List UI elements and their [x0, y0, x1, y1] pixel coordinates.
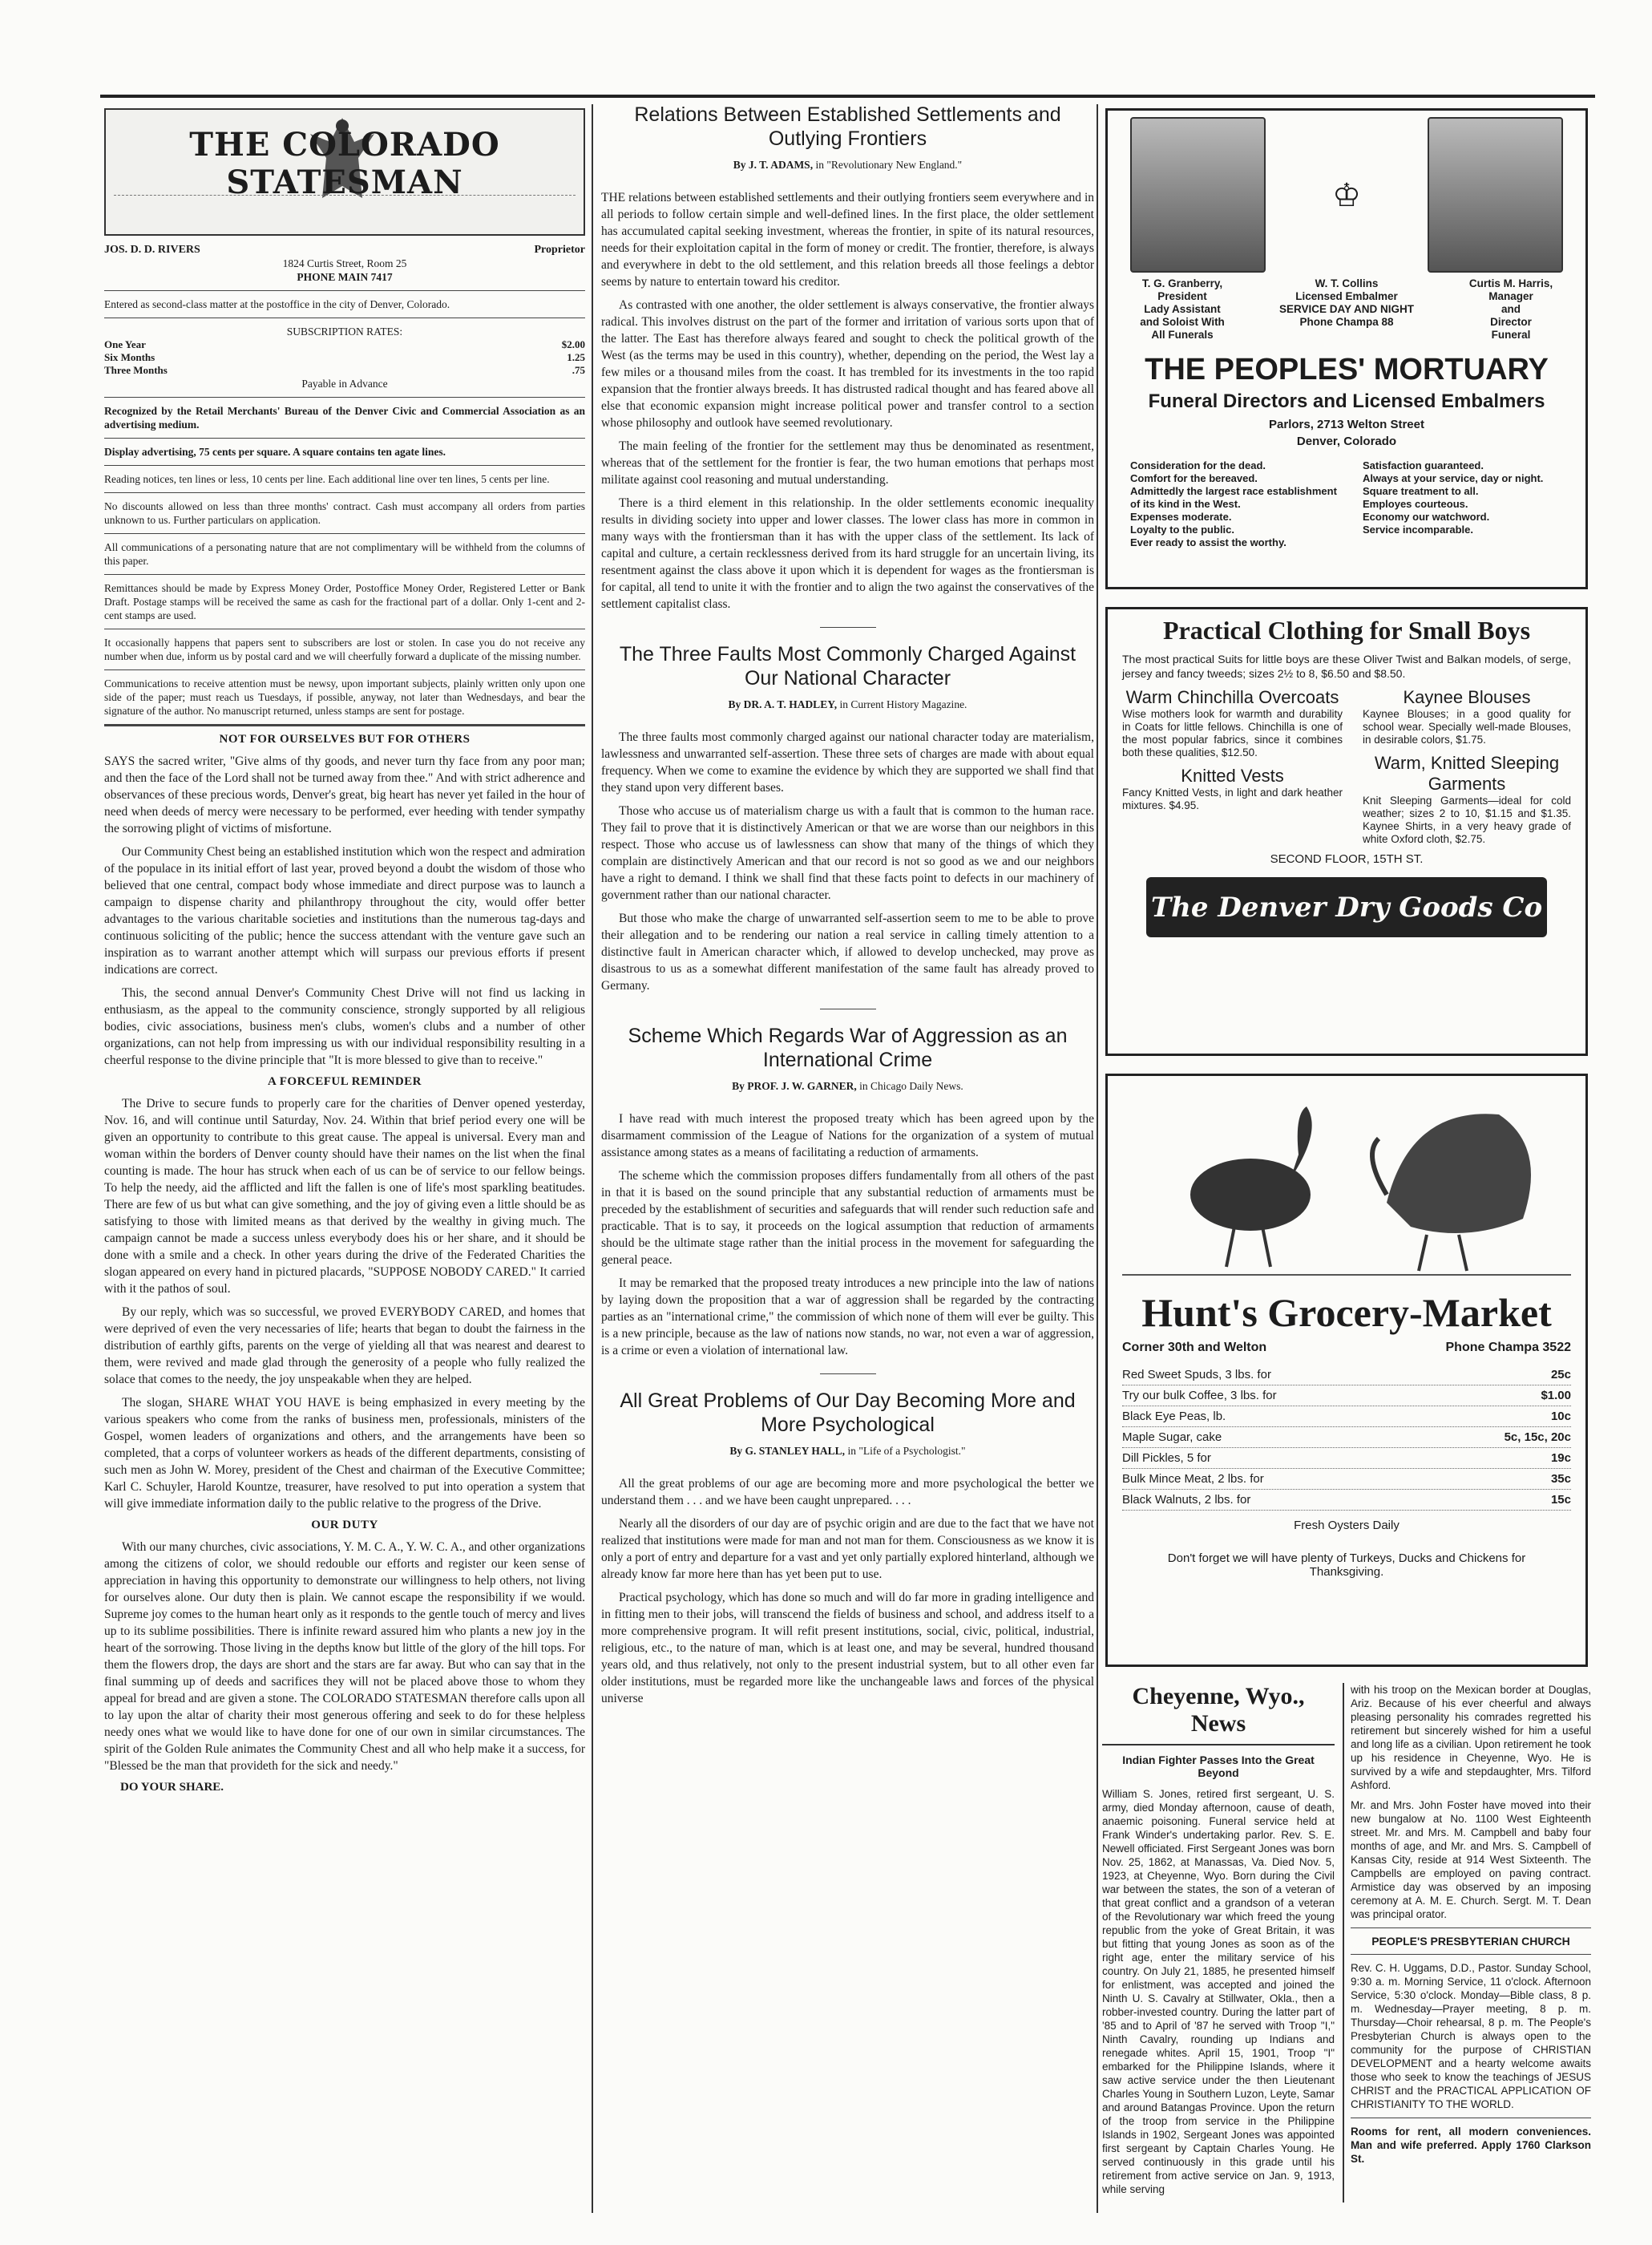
- payable-note: Payable in Advance: [301, 378, 388, 390]
- mortuary-list-left: Consideration for the dead. Comfort for the bereaved. Admittedly the largest race establishment of its kind in the West. Expenses moderate. Loyalty to the public. Ever ready to assist the worthy.: [1130, 459, 1337, 548]
- reading-notice: Reading notices, ten lines or less, 10 cents per line. Each additional line over ten lines, 5 cents per line.: [104, 473, 550, 485]
- column-divider: [592, 104, 593, 2213]
- editorial-title: NOT FOR OURSELVES BUT FOR OTHERS: [219, 733, 471, 746]
- article-paragraph: The scheme which the commission proposes differs fundamentally from all others of the past in that it is based on the sound principle that any substantial reduction of armaments must be preceded by the establishment of securities and safeguards that will render such reduction safe and practicable. That is to say, it proceeds on the logical assumption that reduction of armaments should be the ultimate stage rather than the initial process in the movement for safeguarding the general peace.: [601, 1169, 1094, 1267]
- phone: PHONE MAIN 7417: [297, 271, 393, 283]
- masthead: [104, 108, 585, 236]
- article-paragraph: The main feeling of the frontier for the settlement may thus be denominated as resentment, whereas that of the settlement for the frontier is fear, the two human emotions that perhaps most militate against cool reasoning and mutual understanding.: [601, 439, 1094, 487]
- article-paragraph: All the great problems of our age are becoming more and more psychological the better we understand them . . . and we have been caught unprepared. . . .: [601, 1477, 1094, 1507]
- mortuary-city: Denver, Colorado: [1296, 435, 1397, 448]
- price-row: Bulk Mince Meat, 2 lbs. for 35c: [1122, 1469, 1571, 1490]
- proprietor-role: Proprietor: [534, 244, 585, 256]
- entered-notice: Entered as second-class matter at the postoffice in the city of Denver, Colorado.: [104, 298, 450, 310]
- article: [601, 103, 1094, 613]
- denver-dry-goods-logo: The Denver Dry Goods Co: [1146, 877, 1547, 937]
- editorial-subhead: A FORCEFUL REMINDER: [267, 1075, 422, 1088]
- rooms-for-rent: Rooms for rent, all modern conveniences. Man and wife preferred. Apply 1760 Clarkson St.: [1351, 2126, 1591, 2165]
- article-paragraph: But those who make the charge of unwarranted self-assertion seem to me to be able to prove their allegation and to be rendering our nation a real service in calling timely attention to a distinctive fault in American character which, if allowed to develop unchecked, may prove as disastrous to us as a somewhat different manifestation of the same fault has already proved to Germany.: [601, 912, 1094, 993]
- editorial-paragraph: The Drive to secure funds to properly care for the charities of Denver opened yesterday, Nov. 16, and will continue until Saturday, Nov. 24. Within that brief period every one will be given an opportunity to contribute to this great cause. The appeal is universal. Every man and woman within the borders of Denver county should have their names on the list when the final counting is made. The hour has struck when each of us can be of service to our fellow beings. To help the needy, aid the afflicted and lift the fallen is one of life's most sparkling beatitudes. There are few of us but what can give something, and the joy of giving even a little should be as satisfying to those with limited means as that derived by the wealthy in giving much. The campaign cannot be made a success unless everybody does his or her share, and it should be done with a smile and a check. In other years during the drive of the Federated Charities the slogan appeared on every hand in pictured placards, "SUPPOSE NOBODY CARED." It carried with it the pathos of soul.: [104, 1097, 585, 1296]
- clothing-item-name: Warm Chinchilla Overcoats: [1125, 687, 1339, 707]
- cheyenne-news: [1102, 1683, 1591, 2203]
- grocery-price-list: [1122, 1365, 1571, 1511]
- subscription-title: SUBSCRIPTION RATES:: [286, 326, 403, 338]
- article: [601, 642, 1094, 994]
- cheyenne-title: Cheyenne, Wyo., News: [1102, 1683, 1335, 1745]
- column-divider: [1097, 104, 1098, 2213]
- clothing-item-name: Kaynee Blouses: [1403, 687, 1531, 707]
- grocery-address: Corner 30th and Welton: [1122, 1341, 1267, 1354]
- article-byline: By G. STANLEY HALL, in "Life of a Psychologist.": [729, 1445, 966, 1457]
- price-row: Try our bulk Coffee, 3 lbs. for $1.00: [1122, 1385, 1571, 1406]
- article-headline: Scheme Which Regards War of Aggression as an International Crime: [628, 1025, 1068, 1071]
- price-row: Black Eye Peas, lb. 10c: [1122, 1406, 1571, 1427]
- communications-notice: Communications to receive attention must be newsy, upon important subjects, plainly written only upon one side of the paper; must reach us Tuesdays, if possible, anyway, not later than Wednesdays, and bear the signature of the author. No manuscript returned, unless stamps are sent for postage.: [104, 678, 585, 717]
- remittances-notice: Remittances should be made by Express Money Order, Postoffice Money Order, Registered Letter or Bank Draft. Postage stamps will be received the same as cash for the fractional part of a dollar. Only 1-cent and 2-cent stamps are used.: [104, 582, 585, 621]
- article-paragraph: I have read with much interest the proposed treaty which has been agreed upon by the disarmament commission of the League of Nations for the organization of a system of mutual assistance among states as a means of facilitating a reduction of armaments.: [601, 1112, 1094, 1159]
- editorial-signoff: DO YOUR SHARE.: [120, 1781, 224, 1794]
- proprietor-name: JOS. D. D. RIVERS: [104, 244, 200, 256]
- grocery-title: Hunt's Grocery-Market: [1141, 1290, 1552, 1335]
- address: 1824 Curtis Street, Room 25: [282, 257, 407, 269]
- masthead-scene: [114, 195, 576, 228]
- price-row: Maple Sugar, cake 5c, 15c, 20c: [1122, 1427, 1571, 1448]
- emblem-icon: ♔: [1332, 176, 1361, 213]
- article-byline: By J. T. ADAMS, in "Revolutionary New England.": [733, 159, 963, 171]
- mortuary-subtitle: Funeral Directors and Licensed Embalmers: [1148, 390, 1545, 412]
- price-row: Red Sweet Spuds, 3 lbs. for 25c: [1122, 1365, 1571, 1385]
- clothing-item-desc: Wise mothers look for warmth and durability in Coats for little fellows. Chinchilla is one of the most popular fabrics, since it combines both these qualities, $12.50.: [1122, 708, 1343, 758]
- clothing-item-desc: Knit Sleeping Garments—ideal for cold weather; sizes 2 to 10, $1.15 and $1.35. Kaynee Shirts, in a very heavy grade of white Oxford cloth, $2.75.: [1363, 795, 1571, 845]
- harris-caption: Curtis M. Harris, Manager and Director Funeral: [1468, 277, 1553, 341]
- editorial-paragraph: With our many churches, civic associations, Y. M. C. A., Y. W. C. A., and other organizations among the citizens of color, we should redouble our efforts and register our keen sense of appreciation in having this opportunity to demonstrate our willingness to help others, not living for ourselves alone. Our duty then is plain. We cannot escape the responsibility if we would. Supreme joy comes to the human heart only as it responds to the gentle touch of mercy and lives up to its sublime possibilities. There is infinite reward assured him who plants a new joy in the heart of the sorrowing. Those living in the depths know but little of the glory of the hill tops. For them the flowers drop, the days are short and the stars are far away. But who can say that in the final summing up of deeds and sacrifices they will not be placed above those to whom they appeal for bread and are given a stone. The COLORADO STATESMAN therefore calls upon all to lay upon the altar of charity their most generous offering and seek to do for these helpless needy ones what we would like to have done for one of our own in similar circumstances. The spirit of the Golden Rule animates the Community Chest and all who help make it a success, for "Blessed be the man that provideth for the sick and needy.": [104, 1540, 585, 1773]
- discounts-notice: No discounts allowed on less than three months' contract. Cash must accompany all orders from parties unknown to us. Further particulars on application.: [104, 500, 585, 526]
- subscription-rates: [104, 338, 585, 377]
- mortuary-ad: [1105, 108, 1588, 589]
- editorial-paragraph: SAYS the sacred writer, "Give alms of thy goods, and never turn thy face from any poor man; and then the face of the Lord shall not be turned away from thee." And with strict adherence and observances of these precious words, Denver's great, big heart has never yet failed in the hour of need when deeds of mercy were necessary to be performed, ever heeding with tender sympathy the sorrowing plight of victims of misfortune.: [104, 754, 585, 835]
- article-paragraph: Nearly all the disorders of our day are of psychic origin and are due to the fact that we have not realized that institutions were made for man and not man for them. Consciousness as we know it is only a port of entry and departure for a vast and yet only partially explored hinterland, although we already know far more here than has yet been put to use.: [601, 1517, 1094, 1581]
- turkey-illustration-icon: [1122, 1082, 1571, 1283]
- grocery-footer: Don't forget we will have plenty of Turkeys, Ducks and Chickens for Thanksgiving.: [1167, 1551, 1526, 1579]
- mortuary-list-right: Satisfaction guaranteed. Always at your service, day or night. Square treatment to all. Employes courteous. Economy our watchword. Service incomparable.: [1363, 459, 1544, 536]
- rate-row: Six Months 1.25: [104, 351, 585, 363]
- grocery-ad: [1105, 1074, 1588, 1667]
- divider: [104, 290, 585, 291]
- recognized-notice: Recognized by the Retail Merchants' Bureau of the Denver Civic and Commercial Association as an advertising medium.: [104, 405, 585, 431]
- masthead-title: THE COLORADO STATESMAN: [189, 126, 500, 201]
- mortuary-title: THE PEOPLES' MORTUARY: [1145, 353, 1549, 386]
- article: [601, 1389, 1094, 1707]
- editorial-paragraph: This, the second annual Denver's Community Chest Drive will not find us lacking in enthusiasm, as the appeal to the community conscience, strongly supported by all religious bodies, civic associations, business men's clubs, women's clubs and a number of other organizations, can not help from impressing us with our individual responsibility resulting in a cheerful response to the divine principle that "It is more blessed to give than to receive.": [104, 986, 585, 1067]
- right-column: [1102, 96, 1591, 2213]
- cheyenne-obituary-cont: with his troop on the Mexican border at Douglas, Ariz. Because of his ever cheerful and always pleasing personality his comrades regretted his retirement but sincerely wished for him a useful and long life as a civilian. Upon retirement he took up his residence in Cheyenne, Wyo. He is survived by a wife and stepdaughter, Mrs. Tilford Ashford.: [1351, 1684, 1591, 1791]
- editorial-paragraph: Our Community Chest being an established institution which won the respect and admiration of the populace in its initial effort of last year, proved beyond a doubt the wisdom of those who believed that one central, compact body whose immediate and direct purpose was to launch a campaign to dispense charity and philanthropy throughout the city, would offer better advantages to the various charitable societies and institutions than the numerous tag-days and continuous soliciting of the public; hence the success attendant with the venture gave such an inspiration as to warrant another attempt which will surpass our previous efforts if present indications are correct.: [104, 845, 585, 977]
- clothing-floor: SECOND FLOOR, 15TH ST.: [1270, 852, 1424, 866]
- article-paragraph: There is a third element in this relationship. In the older settlements economic inequality results in dividing society into upper and lower classes. The lower class has more in common in many ways with the frontiersman than it has with the upper class of the settlement. Its lack of capital and culture, a certain recklessness derived from its hard struggle for an uncertain living, its resentment against the class above it upon which it is dependent for wages as the frontiersman is for capital, all tend to unite it with the frontier and to align the two against the conservatives of the settlement capitalist class.: [601, 496, 1094, 611]
- church-title: PEOPLE'S PRESBYTERIAN CHURCH: [1371, 1935, 1570, 1948]
- personating-notice: All communications of a personating nature that are not complimentary will be withheld from the columns of this paper.: [104, 541, 585, 567]
- article-byline: By DR. A. T. HADLEY, in Current History Magazine.: [728, 698, 967, 710]
- clothing-intro: The most practical Suits for little boys are these Oliver Twist and Balkan models, of serge, jersey and fancy tweeds; sizes 2½ to 8, $6.50 and $8.50.: [1122, 653, 1571, 680]
- display-notice: Display advertising, 75 cents per square. A square contains ten agate lines.: [104, 446, 446, 458]
- cheyenne-subhead: Indian Fighter Passes Into the Great Beyond: [1122, 1754, 1315, 1779]
- article-paragraph: Those who accuse us of materialism charge us with a fault that is common to the human race. They fail to prove that it is distinctively American or that we are worse than our neighbors in this respect. Those who accuse us of lawlessness can show that many of the things of which they complain are distinctively American and that our record is not so good as we and our neighbors have a right to demand. I think we shall find that these facts point to defects in our machinery of government rather than our national character.: [601, 804, 1094, 902]
- article-byline: By PROF. J. W. GARNER, in Chicago Daily News.: [732, 1080, 963, 1092]
- church-schedule: Rev. C. H. Uggams, D.D., Pastor. Sunday School, 9:30 a. m. Morning Service, 11 o'clock. Afternoon Service, 5:30 o'clock. Monday—Bible class, 8 p. m. Wednesday—Prayer meeting, 8 p. m. Thursday—Choir rehearsal, 8 p. m. The People's Presbyterian Church is always open to the community for the purpose of CHRISTIAN DEVELOPMENT and a hearty welcome awaits those who seek to know the teachings of JESUS CHRIST and the PRACTICAL APPLICATION OF CHRISTIANITY TO THE WORLD.: [1351, 1962, 1591, 2110]
- clothing-item-name: Knitted Vests: [1181, 766, 1284, 786]
- clothing-item-name: Warm, Knitted Sleeping Garments: [1374, 753, 1560, 794]
- article-paragraph: It may be remarked that the proposed treaty introduces a new principle into the law of nations by laying down the proposition that a war of aggression shall be regarded by the contracting parties as an "international crime," the commission of which none of them will ever be guilty. This is a new principle, because as the law of nations now stands, no war, not even a war of aggression, is a crime or even a violation of international law.: [601, 1276, 1094, 1357]
- clothing-ad: [1105, 607, 1588, 1056]
- article-paragraph: The three faults most commonly charged against our national character today are materialism, lawlessness and unwarranted self-assertion. These three sets of charges are made with about equal frequency. When we come to examine the evidence by which they are supported we shall find that they stand upon very different bases.: [601, 730, 1094, 795]
- collins-caption: W. T. Collins Licensed Embalmer SERVICE DAY AND NIGHT Phone Champa 88: [1278, 277, 1415, 328]
- grocery-oysters: Fresh Oysters Daily: [1294, 1519, 1400, 1532]
- middle-column: [601, 96, 1094, 2213]
- clothing-item-desc: Fancy Knitted Vests, in light and dark heather mixtures. $4.95.: [1122, 787, 1343, 811]
- article-paragraph: Practical psychology, which has done so much and will do far more in grading intelligence and in fitting men to their jobs, will transcend the fields of business and school, and address itself to a more comprehensive program. It will refit present institutions, social, civic, political, industrial, religious, etc., to the nature of man, which is at least one, and may be several, hundred thousand years old, and thus relatively, not only to the present industrial system, but to all other even far older institutions, must be regarded more like the unchangeable laws and forces of the physical universe: [601, 1591, 1094, 1705]
- clothing-item-desc: Kaynee Blouses; in a good quality for school wear. Specially well-made Blouses, in desirable colors, $1.75.: [1363, 708, 1571, 746]
- clothing-title: Practical Clothing for Small Boys: [1162, 616, 1531, 645]
- article-headline: Relations Between Established Settlements and Outlying Frontiers: [634, 103, 1061, 150]
- article-headline: All Great Problems of Our Day Becoming More and More Psychological: [620, 1389, 1076, 1436]
- editorial-subhead: OUR DUTY: [311, 1519, 378, 1531]
- editorial-paragraph: The slogan, SHARE WHAT YOU HAVE is being emphasized in every meeting by the various speakers who come from the ranks of business men, professionals, ministers of the Gospel, women leaders of organizations and others, and the arrangements have been so completed, that a corps of volunteer workers as heads of the different departments, consisting of such men as John W. Morey, president of the Chest and chairman of the Executive Committee; Karl C. Schuyler, Harold Kountze, treasurer, have resolved to put into operation a system that will give immediate information daily to the public relative to the progress of the Drive.: [104, 1396, 585, 1511]
- lost-papers-notice: It occasionally happens that papers sent to subscribers are lost or stolen. In case you do not receive any number when due, inform us by postal card and we will cheerfully forward a duplicate of the missing number.: [104, 637, 585, 662]
- portrait-harris: [1428, 117, 1563, 273]
- cheyenne-local-news: Mr. and Mrs. John Foster have moved into their new bungalow at No. 1100 West Eighteenth street. Mr. and Mrs. M. Campbell and baby four months of age, and Mr. and Mrs. S. Campbell of Kansas City, reside at 914 West Sixteenth. The Campbells are employed on paving contract. Armistice day was observed by an imposing ceremony at A. M. E. Church. Sergt. M. T. Dean was principal orator.: [1351, 1799, 1591, 1920]
- cheyenne-obituary: William S. Jones, retired first sergeant, U. S. army, died Monday afternoon, cause of death, anaemic poisoning. Funeral service held at Frank Winder's undertaking parlor. Rev. S. E. Newell officiated. First Sergeant Jones was born Nov. 25, 1862, at Manassas, Va. Died Nov. 5, 1923, at Cheyenne, Wyo. Born during the Civil war between the states, the son of a veteran of that great conflict and a grandson of a veteran of the Revolutionary war which freed the young republic from the yoke of Great Britain, it was but fitting that young Jones as soon as of the right age, enter the military service of his country. On July 21, 1885, he presented himself for enlistment, was accepted and joined the Ninth U. S. Cavalry at Stillwater, Okla., then a robber-invested country. During the latter part of '85 and to April of '87 he served with Troop "I," Ninth Cavalry, rounding up Indians and renegade whites. April 15, 1901, Troop "I" embarked for the Philippine Islands, where it saw active service under the then Lieutenant Charles Young in Southern Luzon, Leyte, Samar and around Batangas Province. Upon the return of the troop from service in the Philippine Islands in 1902, Sergeant Jones was appointed first sergeant by Captain Charles Young. He served continuously in this grade until his retirement from active service on Jan. 9, 1913, while serving: [1102, 1788, 1335, 2195]
- article-paragraph: As contrasted with one another, the older settlement is always conservative, the frontier always radical. This involves distrust on the part of the former and irritation of various sorts upon that of the latter. The East has therefore always feared and sought to check the political growth of the West (as the terms may be used in this country), whether, depending on the period, the West lay a few miles or a thousand miles from the coast. It has trembled for its investments in the too rapid expansion that the frontier always breeds. It has distrusted radical thought and has feared above all else that economic expansion might increase political power and transfer control to a section whose philosophy and outlook have seemed revolutionary.: [601, 298, 1094, 430]
- article-headline: The Three Faults Most Commonly Charged Against Our National Character: [619, 643, 1076, 690]
- article: [601, 1024, 1094, 1359]
- rate-row: One Year $2.00: [104, 338, 585, 350]
- mortuary-parlors: Parlors, 2713 Welton Street: [1269, 418, 1424, 431]
- granberry-caption: T. G. Granberry, President Lady Assistant and Soloist With All Funerals: [1140, 277, 1225, 341]
- rate-row: Three Months .75: [104, 364, 585, 376]
- portrait-granberry: [1130, 117, 1266, 273]
- left-column: [104, 108, 585, 2209]
- proprietor-line: [104, 244, 585, 257]
- editorial-paragraph: By our reply, which was so successful, we proved EVERYBODY CARED, and homes that were deprived of even the very necessaries of life; hearts that began to doubt the fairness in the distribution of earthly gifts, parents on the verge of yielding all that was nearest and dearest to them, were revived and made glad through the generosity of a people who fully realized the solace that comes to the needy, the joy unspeakable when they are helped.: [104, 1305, 585, 1386]
- grocery-phone: Phone Champa 3522: [1445, 1341, 1571, 1354]
- price-row: Black Walnuts, 2 lbs. for 15c: [1122, 1490, 1571, 1511]
- article-paragraph: THE relations between established settlements and their outlying frontiers seem everywhere and in all periods to follow certain simple and well-defined lines. In the first place, the older settlement has accumulated capital seeking investment, whereas the frontier, in spite of its natural resources, needs for their exploitation capital in the form of money or credit. The frontier, therefore, is always and everywhere in debt to the old settlement, and this relation breeds all those feelings a debtor seems by nature to entertain toward his creditor.: [601, 191, 1094, 289]
- price-row: Dill Pickles, 5 for 19c: [1122, 1448, 1571, 1469]
